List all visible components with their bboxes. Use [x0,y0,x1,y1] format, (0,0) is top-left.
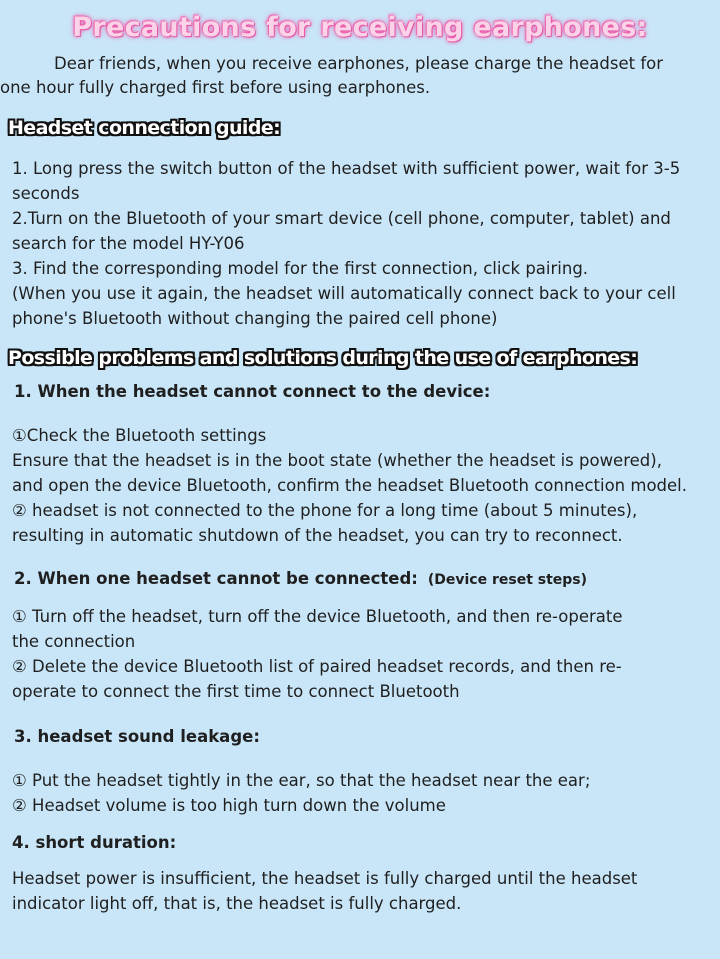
text-line: phone's Bluetooth without changing the paired cell phone) [12,309,498,328]
problem-2-title-text: 2. When one headset cannot be connected: [14,569,418,588]
text-line: indicator light off, that is, the headset is fully charged. [12,894,462,913]
text-line: 2.Turn on the Bluetooth of your smart device (cell phone, computer, tablet) and [12,209,671,228]
text-line: 3. Find the corresponding model for the first connection, click pairing. [12,259,589,278]
problem-3-title: 3. headset sound leakage: [14,727,260,746]
section-heading-connection-guide: Headset connection guide: [8,117,281,139]
device-reset-note: (Device reset steps) [427,572,588,588]
page-title: Precautions for receiving earphones: [72,12,648,43]
problem-1-title: 1. When the headset cannot connect to the device: [14,382,491,401]
text-line: ② Delete the device Bluetooth list of paired headset records, and then re- [12,657,622,676]
text-line: ② headset is not connected to the phone for a long time (about 5 minutes), [12,501,638,520]
text-line: resulting in automatic shutdown of the headset, you can try to reconnect. [12,526,623,545]
text-line: seconds [12,184,80,203]
problem-4-solutions [12,866,718,916]
text-line: the connection [12,632,136,651]
text-line: 1. Long press the switch button of the headset with sufficient power, wait for 3-5 [12,159,681,178]
text-line: (When you use it again, the headset will automatically connect back to your cell [12,284,676,303]
problem-2-title [14,569,587,588]
text-line: ① Turn off the headset, turn off the device Bluetooth, and then re-operate [12,607,623,626]
text-line: ② Headset volume is too high turn down the volume [12,796,446,815]
intro-line: Dear friends, when you receive earphones, please charge the headset for [54,54,664,73]
problem-4-title: 4. short duration: [12,833,177,852]
section-heading-problems: Possible problems and solutions during the use of earphones: [8,347,638,369]
problem-2-solutions [12,604,718,704]
problem-3-solutions [12,768,718,818]
text-line: search for the model HY-Y06 [12,234,245,253]
text-line: and open the device Bluetooth, confirm the headset Bluetooth connection model. [12,476,687,495]
intro-line: one hour fully charged first before using earphones. [0,78,431,97]
text-line: operate to connect the first time to connect Bluetooth [12,682,460,701]
connection-guide-steps [12,156,718,331]
text-line: Headset power is insufficient, the headset is fully charged until the headset [12,869,638,888]
intro-text [0,52,716,100]
text-line: ① Put the headset tightly in the ear, so that the headset near the ear; [12,771,591,790]
text-line: Ensure that the headset is in the boot state (whether the headset is powered), [12,451,662,470]
problem-1-solutions [12,423,718,548]
text-line: ①Check the Bluetooth settings [12,426,267,445]
